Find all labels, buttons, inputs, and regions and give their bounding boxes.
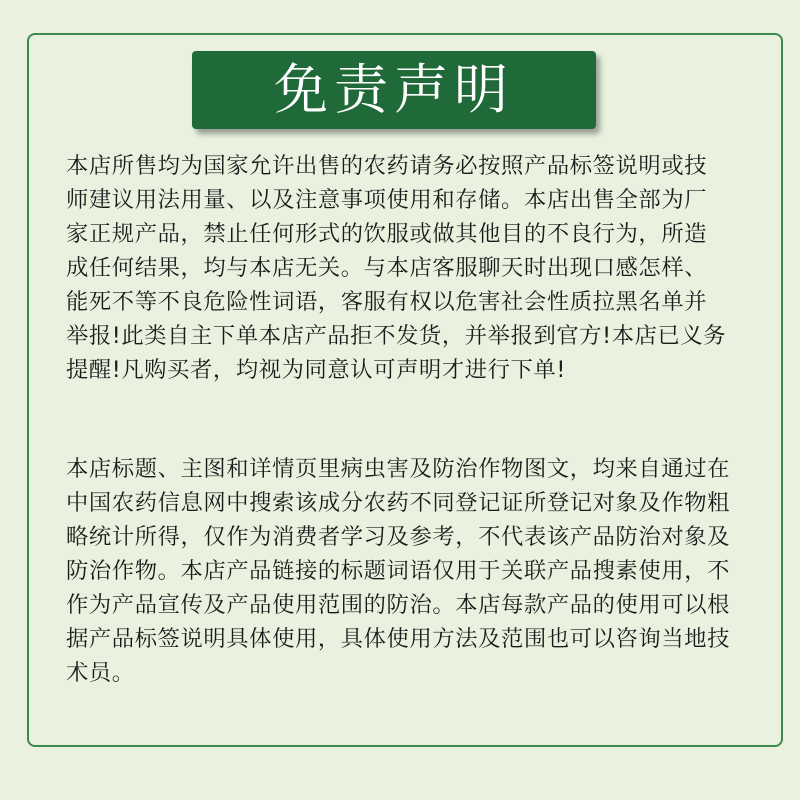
- title-banner: [192, 51, 596, 129]
- text-line: 作为产品宣传及产品使用范围的防治。本店每款产品的使用可以根: [66, 592, 731, 618]
- text-line: 提醒!凡购买者，均视为同意认可声明才进行下单!: [66, 357, 566, 383]
- text-line: 术员。: [66, 660, 135, 686]
- text-line: 举报!此类自主下单本店产品拒不发货，并举报到官方!本店已义务: [66, 323, 727, 349]
- text-line: 家正规产品，禁止任何形式的饮服或做其他目的不良行为，所造: [66, 221, 708, 247]
- text-line: 能死不等不良危险性词语，客服有权以危害社会性质拉黑名单并: [66, 289, 708, 315]
- page-title: 免责声明: [274, 58, 514, 121]
- text-line: 据产品标签说明具体使用，具体使用方法及范围也可以咨询当地技: [66, 626, 731, 652]
- disclaimer-paragraph-2: [66, 452, 766, 690]
- text-line: 本店标题、主图和详情页里病虫害及防治作物图文，均来自通过在: [66, 456, 731, 482]
- text-line: 成任何结果，均与本店无关。与本店客服聊天时出现口感怎样、: [66, 255, 708, 281]
- text-line: 本店所售均为国家允许出售的农药请务必按照产品标签说明或技: [66, 153, 708, 179]
- disclaimer-paragraph-1: [66, 149, 766, 387]
- text-line: 防治作物。本店产品链接的标题词语仅用于关联产品搜素使用，不: [66, 558, 731, 584]
- text-line: 中国农药信息网中搜索该成分农药不同登记证所登记对象及作物粗: [66, 490, 731, 516]
- text-line: 略统计所得，仅作为消费者学习及参考，不代表该产品防治对象及: [66, 524, 731, 550]
- text-line: 师建议用法用量、以及注意事项使用和存储。本店出售全部为厂: [66, 187, 708, 213]
